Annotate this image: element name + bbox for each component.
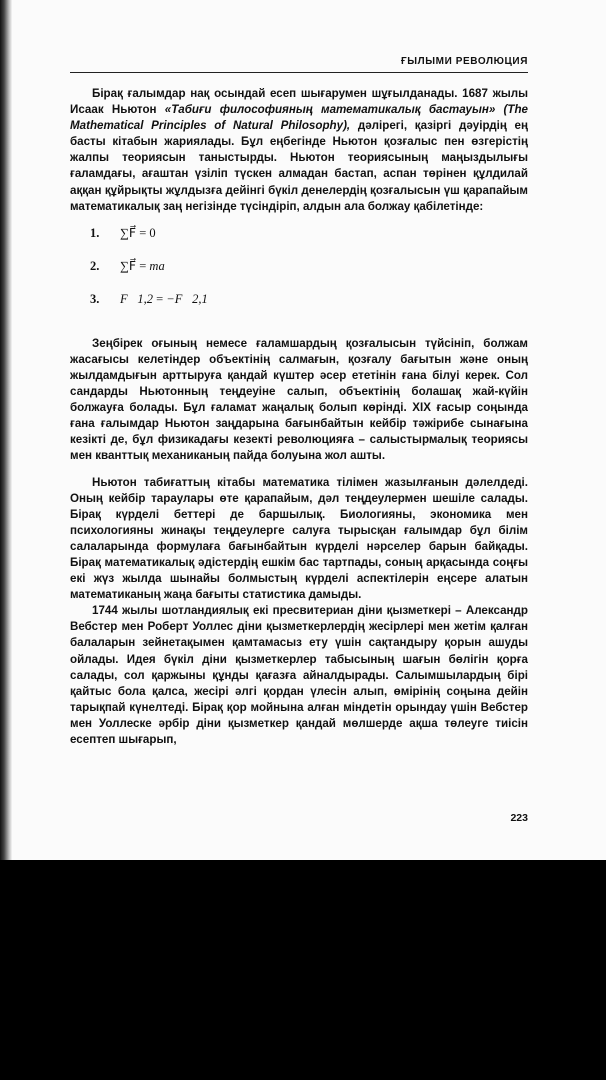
formula-operator: =	[156, 291, 164, 306]
formula-number: 3.	[90, 291, 100, 306]
formula-rhs: 0	[149, 225, 156, 240]
formula-lhs: ∑F⃗	[120, 258, 137, 273]
formula-rhs: ma⃗	[149, 258, 175, 273]
paragraph-1-end: дәлірегі, қазіргі дәуірдің ең басты кітабын жариялады. Бұл еңбегінде Ньютон қозғалыс пен өзгерістің жалпы теориясын таныстырды. Ньютон теориясының маңыздылығы ғаламдағы, ағаштан үзіліп түскен алмадан бастап, аспан төрінен құлдилай аққан құйрықты жұлдызға дейінгі бүкіл денелердің қозғалысын үш қарапайым математикалық заң негізінде түсіндіріп, алдын ала болжау қабілетінде:	[70, 119, 528, 213]
formula-expression	[120, 258, 174, 274]
formula-number: 1.	[90, 225, 100, 240]
formula-lhs: F⃗1,2	[120, 291, 153, 306]
formula-lhs: ∑F⃗	[120, 225, 137, 240]
body-text	[70, 86, 528, 748]
running-head: ҒЫЛЫМИ РЕВОЛЮЦИЯ	[400, 56, 528, 67]
formula-number: 2.	[90, 258, 100, 273]
paragraph-1-start: Бірақ ғалымдар нақ осындай есеп шығарумен шұғылданады. 1687 жылы Исаак Ньютон	[70, 87, 528, 117]
formula-expression	[120, 225, 156, 241]
book-title-italic: «Табиғи философияның математикалық бастауын» (The Mathematical Principles of Natural Philosophy),	[70, 103, 528, 133]
paragraph-1	[70, 86, 528, 215]
formula-1	[90, 225, 528, 258]
formula-operator: =	[139, 258, 147, 273]
paragraph-4: 1744 жылы шотландиялық екі пресвитериан діни қызметкері – Александр Вебстер мен Роберт Уоллес діни қызметкерлердің жесірлері мен жетім қалған балаларын зейнетақымен қамтамасыз ету үшін сақтандыру қорын ашуды ойлады. Идея бүкіл діни қызметкерлер табысының шағын бөлігін қорға салады, сол қаржыны құнды қағазға айналдырады. Салымшылардың бірі қайтыс бола қалса, жесірі әлгі қордан үлесін алып, өмірінің соңына дейін тарықпай күнелтеді. Бірақ қор мойнына алған міндетін орындау үшін Вебстер мен Уоллеске әрбір діни қызметкер қандай мөлшерде ақша төлеуге тиісін есептеп шығарып,	[70, 604, 528, 746]
page-binding-edge	[0, 0, 12, 860]
formula-expression	[120, 291, 208, 307]
newton-laws-list	[90, 225, 528, 324]
formula-rhs: −F⃗2,1	[166, 291, 208, 306]
paragraph-2: Зеңбірек оғының немесе ғаламшардың қозғалысын түйсініп, болжам жасағысы келетіндер объектінің салмағын, қозғалу бағытын және оның жылдамдығын арттыруға қандай күштер әсер ететінін ғана білуі керек. Сол сандарды Ньютонның теңдеуіне салып, объектінің болашақ жай-күйін болжауға болады. Бұл ғаламат жаңалық болып көрінді. XIX ғасыр соңында ғана ғалымдар Ньютон заңдарына бағынбайтын кейбір тәжірибе сынағына кезікті де, бұл физикадағы кезекті революцияға – салыстырмалық теориясы мен кванттық механиканың пайда болуына жол ашты.	[70, 336, 528, 463]
page-number: 223	[510, 812, 528, 824]
formula-2	[90, 258, 528, 291]
formula-3	[90, 291, 528, 324]
header-rule	[70, 72, 528, 73]
formula-operator: =	[139, 225, 147, 240]
paragraph-3: Ньютон табиғаттың кітабы математика тілімен жазылғанын дәлелдеді. Оның кейбір тараулары өте қарапайым, дәл теңдеулермен шешіле салады. Бірақ күрделі беттері де баршылық. Биологияны, экономика мен психологияны жинақы теңдеулерге салуға тырысқан ғалымдар бұл білім салаларында формулаға бағынбайтын күрделі нәрселер барын байқады. Бірақ математикалық әдістердің ешкім бас тартпады, соның арқасында соңғы екі жүз жылда шынайы болмыстың күрделі аспектілерін еңсере алатын математиканың жаңа бағыты статистика дамыды.	[70, 475, 528, 602]
